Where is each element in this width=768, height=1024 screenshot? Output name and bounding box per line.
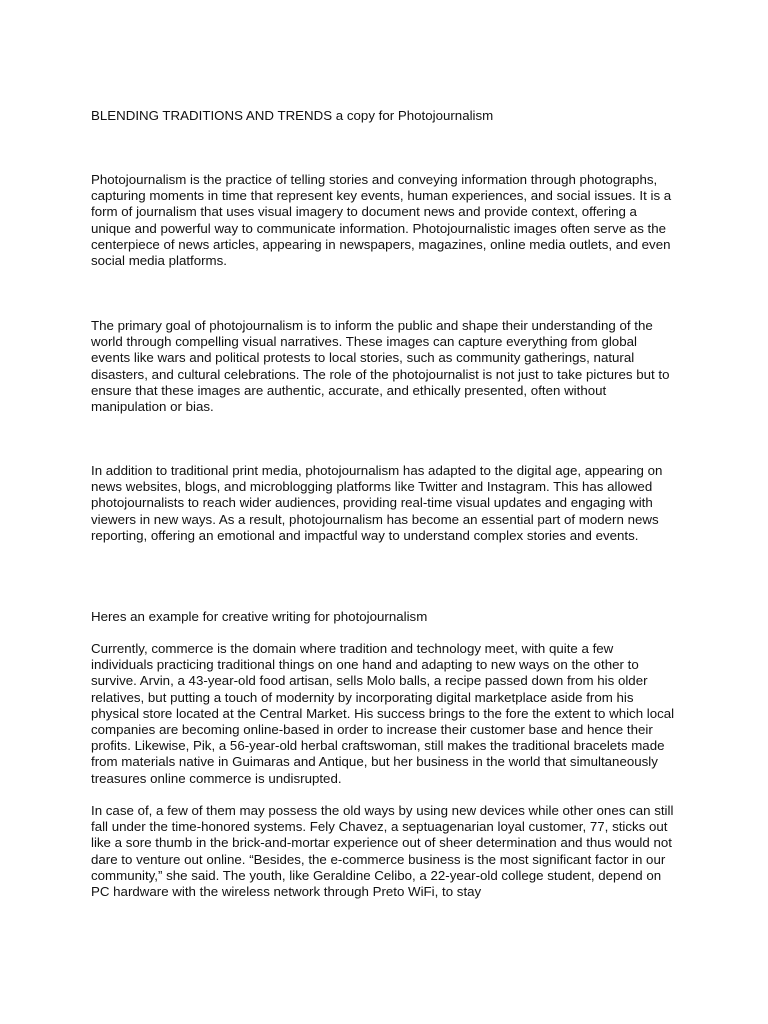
paragraph-old-ways: In case of, a few of them may possess the old ways by using new devices while other ones can still fall under the time-honored systems. Fely Chavez, a septuagenarian loyal customer, 77, sticks out like a sore thumb in the brick-and-mortar experience out of sheer determination and thus would not dare to venture out online. “Besides, the e-commerce business is the most significant factor in our community,” she said. The youth, like Geraldine Celibo, a 22-year-old college student, depend on PC hardware with the wireless network through Preto WiFi, to stay [91, 803, 674, 900]
document-title: BLENDING TRADITIONS AND TRENDS a copy for Photojournalism [91, 108, 494, 123]
paragraph-digital-age: In addition to traditional print media, photojournalism has adapted to the digital age, appearing on news websites, blogs, and microblogging platforms like Twitter and Instagram. This has allowed photojournalists to reach wider audiences, providing real-time visual updates and engaging with viewers in new ways. As a result, photojournalism has become an essential part of modern news reporting, offering an emotional and impactful way to understand complex stories and events. [91, 463, 663, 543]
example-heading: Heres an example for creative writing for photojournalism [91, 609, 428, 624]
paragraph-primary-goal: The primary goal of photojournalism is to inform the public and shape their understanding of the world through compelling visual narratives. These images can capture everything from global events like wars and political protests to local stories, such as community gatherings, natural disasters, and cultural celebrations. The role of the photojournalist is not just to take pictures but to ensure that these images are authentic, accurate, and ethically presented, often without manipulation or bias. [91, 318, 670, 415]
document-page [91, 0, 677, 1024]
paragraph-commerce: Currently, commerce is the domain where tradition and technology meet, with quite a few individuals practicing traditional things on one hand and adapting to new ways on the other to survive. Arvin, a 43-year-old food artisan, sells Molo balls, a recipe passed down from his older relatives, but putting a touch of modernity by incorporating digital marketplace aside from his physical store located at the Central Market. His success brings to the fore the extent to which local companies are becoming online-based in order to increase their customer base and hence their profits. Likewise, Pik, a 56-year-old herbal craftswoman, still makes the traditional bracelets made from materials native in Guimaras and Antique, but her business in the world that simultaneously treasures online commerce is undisrupted. [91, 641, 675, 786]
paragraph-definition: Photojournalism is the practice of telling stories and conveying information through photographs, capturing moments in time that represent key events, human experiences, and social issues. It is a form of journalism that uses visual imagery to document news and provide context, offering a unique and powerful way to communicate information. Photojournalistic images often serve as the centerpiece of news articles, appearing in newspapers, magazines, online media outlets, and even social media platforms. [91, 172, 672, 269]
